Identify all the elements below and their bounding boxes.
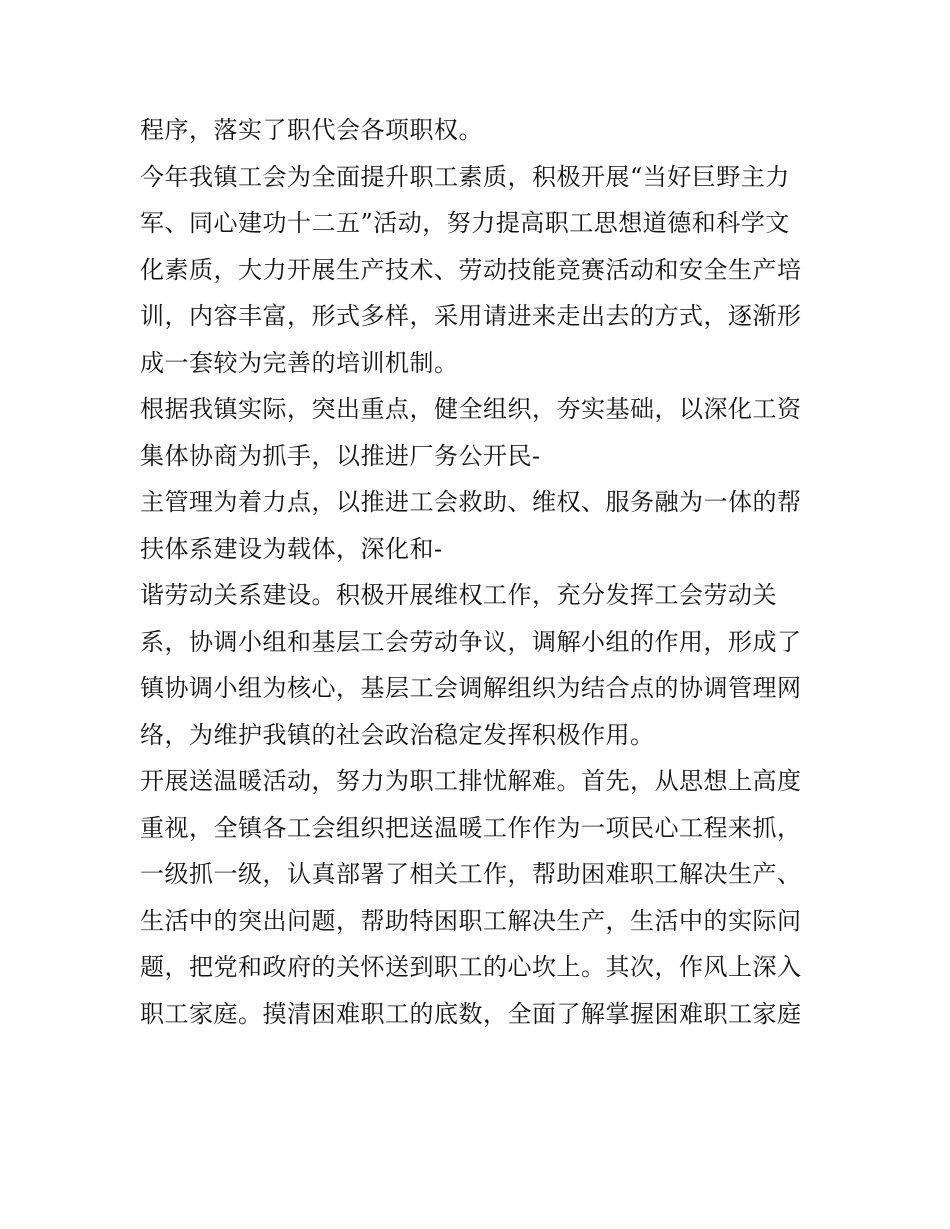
- text-line: 开展送温暖活动，努力为职工排忧解难。首先，从思想上高度: [140, 767, 802, 795]
- text-line: 生活中的突出问题，帮助特困职工解决生产，生活中的实际问: [140, 906, 802, 935]
- text-line: 镇协调小组为核心，基层工会调解组织为结合点的协调管理网: [140, 674, 802, 702]
- text-line: 主管理为着力点，以推进工会救助、维权、服务融为一体的帮: [140, 488, 802, 516]
- text-line: 军、同心建功十二五”活动，努力提高职工思想道德和科学文: [140, 209, 790, 237]
- text-line: 集体协商为抓手，以推进厂务公开民-: [140, 441, 541, 470]
- text-line: 系，协调小组和基层工会劳动争议，调解小组的作用，形成了: [140, 627, 802, 656]
- text-line: 训，内容丰富，形式多样，采用请进来走出去的方式，逐渐形: [140, 302, 802, 330]
- text-line: 程序，落实了职代会各项职权。: [140, 116, 483, 144]
- body-text: [140, 107, 820, 1037]
- text-line: 成一套较为完善的培训机制。: [140, 348, 459, 377]
- text-line: 今年我镇工会为全面提升职工素质，积极开展“当好巨野主力: [140, 162, 790, 191]
- text-line: 根据我镇实际，突出重点，健全组织，夯实基础，以深化工资: [140, 395, 802, 423]
- text-line: 职工家庭。摸清困难职工的底数，全面了解掌握困难职工家庭: [140, 999, 802, 1028]
- text-line: 谐劳动关系建设。积极开展维权工作，充分发挥工会劳动关: [140, 581, 777, 609]
- text-line: 一级抓一级，认真部署了相关工作，帮助困难职工解决生产、: [140, 860, 802, 888]
- text-line: 络，为维护我镇的社会政治稳定发挥积极作用。: [140, 720, 655, 749]
- text-line: 重视，全镇各工会组织把送温暖工作作为一项民心工程来抓，: [140, 813, 802, 842]
- text-line: 扶体系建设为载体，深化和-: [140, 534, 443, 563]
- text-line: 化素质，大力开展生产技术、劳动技能竞赛活动和安全生产培: [140, 255, 802, 284]
- text-line: 题，把党和政府的关怀送到职工的心坎上。其次，作风上深入: [140, 953, 802, 981]
